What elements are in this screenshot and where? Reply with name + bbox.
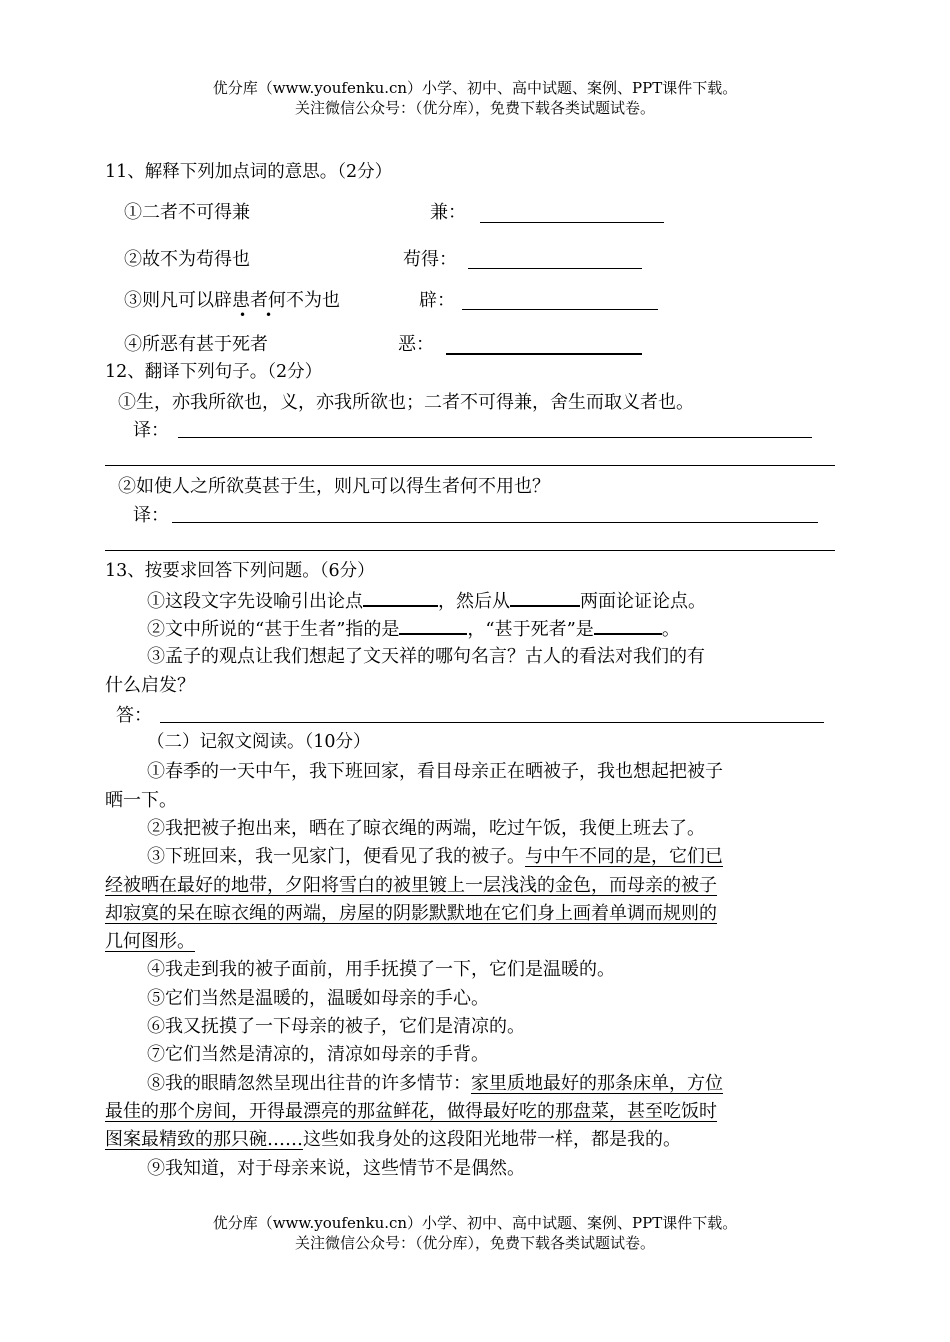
q13-item3-line2: 什么启发？	[105, 675, 195, 696]
para6: ⑥我又抚摸了一下母亲的被子，它们是清凉的。	[147, 1016, 525, 1037]
para8-line1-underlined: 家里质地最好的那条床单，方位	[471, 1073, 723, 1094]
para7: ⑦它们当然是清凉的，清凉如母亲的手背。	[147, 1044, 489, 1065]
emphasis-dot: •	[239, 308, 247, 322]
q13-item2-part-c: 。	[661, 619, 680, 640]
q12-sentence2: ②如使人之所欲莫甚于生，则凡可以得生者何不用也？	[118, 476, 550, 497]
q13-item1-part-b: ，然后从	[438, 591, 510, 612]
q12-answer-line-1a[interactable]	[178, 437, 812, 438]
q13-item1	[147, 587, 706, 615]
para5: ⑤它们当然是温暖的，温暖如母亲的手心。	[147, 988, 489, 1009]
section2-title: （二）记叙文阅读。（10分）	[147, 732, 371, 752]
q13-item2	[147, 615, 680, 643]
q11-item3-word: 辟：	[419, 290, 455, 311]
q12-answer-line-2b[interactable]	[105, 550, 835, 551]
para3-line2: 经被晒在最好的地带，夕阳将雪白的被里镀上一层浅浅的金色，而母亲的被子	[105, 875, 717, 896]
para4: ④我走到我的被子面前，用手抚摸了一下，它们是温暖的。	[147, 959, 615, 980]
q13-item2-part-b: ，“甚于死者”是	[467, 619, 594, 640]
page-header-line1: 优分库（www.youfenku.cn）小学、初中、高中试题、案例、PPT课件下载。	[212, 79, 738, 97]
q11-item2-sentence: ②故不为苟得也	[124, 249, 250, 270]
q11-item2-word: 苟得：	[403, 249, 457, 270]
q11-item4-sentence: ④所恶有甚于死者	[124, 334, 268, 355]
q13-item1-blank2[interactable]	[510, 587, 580, 607]
q13-item1-part-c: 两面论证论点。	[580, 591, 706, 612]
q11-item4-blank[interactable]	[446, 353, 642, 355]
q11-item1-blank[interactable]	[480, 222, 664, 223]
para8-line3-plain: 这些如我身处的这段阳光地带一样，都是我的。	[303, 1129, 681, 1150]
q13-item2-part-a: ②文中所说的“甚于生者”指的是	[147, 619, 400, 640]
q12-answer-line-1b[interactable]	[105, 465, 835, 466]
q11-item3-blank[interactable]	[462, 309, 658, 310]
para3-line1-underlined: 与中午不同的是，它们已	[525, 846, 723, 867]
para8-line1	[147, 1070, 723, 1097]
para9: ⑨我知道，对于母亲来说，这些情节不是偶然。	[147, 1158, 525, 1179]
q13-item2-blank2[interactable]	[594, 615, 662, 635]
q11-item4-word: 恶：	[398, 334, 434, 355]
para1-line2: 晒一下。	[105, 790, 177, 811]
para3-line4: 几何图形。	[105, 931, 195, 952]
q12-answer-line-2a[interactable]	[172, 522, 818, 523]
q12-yi-label-1: 译：	[133, 420, 169, 441]
q11-item1-word: 兼：	[430, 202, 466, 223]
q12-title: 12、翻译下列句子。（2分）	[105, 362, 323, 382]
q13-item1-blank1[interactable]	[363, 587, 438, 607]
para3-line1	[147, 843, 723, 870]
para8-line2: 最佳的那个房间，开得最漂亮的那盆鲜花，做得最好吃的那盘菜，甚至吃饭时	[105, 1101, 717, 1122]
page-footer-line2: 关注微信公众号：（优分库），免费下载各类试题试卷。	[294, 1234, 655, 1252]
para1-line1: ①春季的一天中午，我下班回家，看目母亲正在晒被子，我也想起把被子	[147, 761, 723, 782]
para3-line1-plain: ③下班回来，我一见家门，便看见了我的被子。	[147, 846, 525, 867]
page-header-line2: 关注微信公众号：（优分库），免费下载各类试题试卷。	[294, 99, 655, 117]
q12-yi-label-2: 译：	[133, 505, 169, 526]
q11-item3-sentence: ③则凡可以辟患者何不为也	[124, 290, 340, 311]
para8-line1-plain: ⑧我的眼睛忽然呈现出往昔的许多情节：	[147, 1073, 471, 1094]
q13-item3-line1: ③孟子的观点让我们想起了文天祥的哪句名言？古人的看法对我们的有	[147, 646, 705, 667]
q12-sentence1: ①生，亦我所欲也，义，亦我所欲也；二者不可得兼，舍生而取义者也。	[118, 392, 694, 413]
q13-answer-line[interactable]	[160, 722, 824, 723]
emphasis-dot: •	[265, 308, 273, 322]
page-footer-line1: 优分库（www.youfenku.cn）小学、初中、高中试题、案例、PPT课件下载。	[212, 1214, 738, 1232]
q13-item1-part-a: ①这段文字先设喻引出论点	[147, 591, 363, 612]
q11-title: 11、解释下列加点词的意思。（2分）	[105, 162, 393, 182]
q11-item2-blank[interactable]	[468, 268, 642, 269]
q13-answer-label: 答：	[116, 705, 152, 726]
para8-line3	[105, 1126, 681, 1153]
q13-item2-blank1[interactable]	[399, 615, 467, 635]
para8-line3-underlined: 图案最精致的那只碗……	[105, 1129, 303, 1150]
para3-line3: 却寂寞的呆在晾衣绳的两端，房屋的阴影默默地在它们身上画着单调而规则的	[105, 903, 717, 924]
q11-item1-sentence: ①二者不可得兼	[124, 202, 250, 223]
q13-title: 13、按要求回答下列问题。（6分）	[105, 561, 375, 581]
para2: ②我把被子抱出来，晒在了晾衣绳的两端，吃过午饭，我便上班去了。	[147, 818, 705, 839]
